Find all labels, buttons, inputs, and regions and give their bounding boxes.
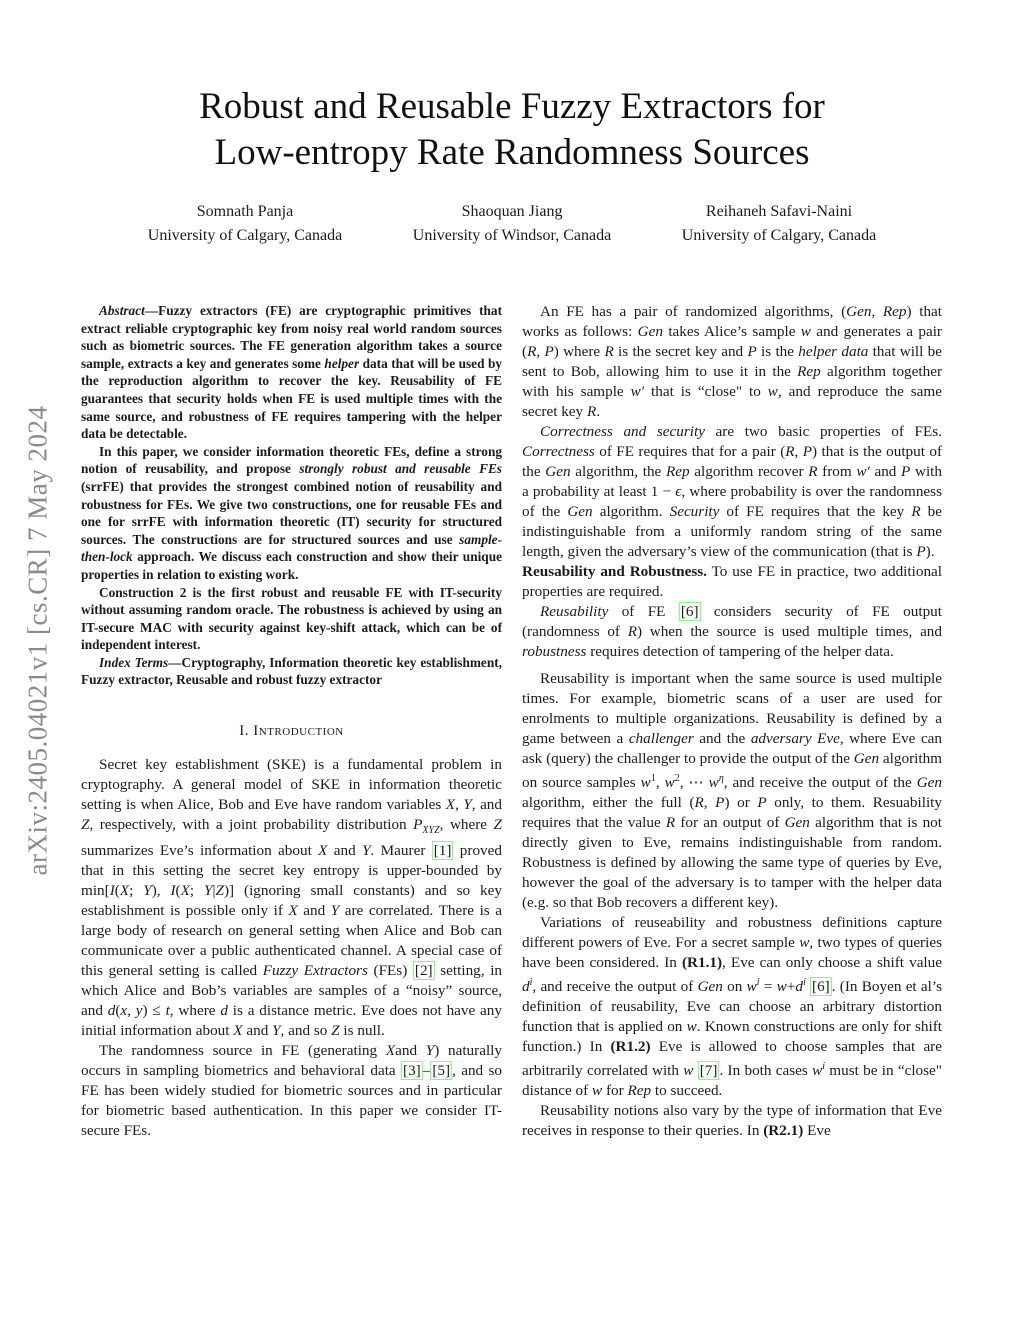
abstract-label: Abstract <box>99 303 145 318</box>
intro-paragraph-2: The randomness source in FE (generating Xand Y) naturally occurs in sampling biometrics and behavioral data [3] – [5] , and so FE has been widely studied for biometric sources and in particular for biometric based authentication. In this paper we consider IT-secure FEs. <box>81 1042 502 1140</box>
abstract-paragraph-1: Abstract—Fuzzy extractors (FE) are cryptographic primitives that extract reliable cryptographic key from noisy real world random sources such as biometric sources. The FE generation algorithm takes a source sample, extracts a key and generates some helper data that will be used by the reproduction algorithm to recover the key. Reusability of FE guarantees that security holds when FE is used multiple times with the same source, and robustness of FE requires tampering with the helper data be detectable. <box>81 303 502 442</box>
right-paragraph-1: An FE has a pair of randomized algorithms, (Gen, Rep) that works as follows: Gen takes Alice’s sample w and generates a pair (R, P) where R is the secret key and P is the helper data that will be sent to Bob, allowing him to use it in the Rep algorithm together with his sample w′ that is “close" to w, and reproduce the same secret key R. <box>522 303 943 420</box>
run-in-heading: Reusability and Robustness. <box>522 563 707 580</box>
author-affiliation: University of Calgary, Canada <box>681 227 877 244</box>
author-2 <box>362 200 662 248</box>
citation-link[interactable]: [6] <box>812 978 830 996</box>
left-column <box>81 302 502 1141</box>
citation-link[interactable]: [5] <box>432 1062 451 1080</box>
right-paragraph-2: Correctness and security are two basic properties of FEs. Correctness of FE requires that for a pair (R, P) that is the output of the Gen algorithm, the Rep algorithm recover R from w′ and P with a probability at least 1 − ϵ, where probability is over the randomness of the Gen algorithm. Security of FE requires that the key R be indistinguishable from a uniformly random string of the same length, given the adversary’s view of the communication (that is P). <box>522 423 943 560</box>
right-paragraph-6: Reusability notions also vary by the type of information that Eve receives in response to their queries. In (R2.1) Eve <box>522 1102 942 1140</box>
right-paragraph-3: Reusability of FE [6] considers security of FE output (randomness of R) when the source is used multiple times, and robustness requires detection of tampering of the helper data. <box>522 603 942 660</box>
arxiv-identifier-stamp <box>16 340 60 940</box>
right-paragraph-reusability-robustness: Reusability and Robustness. To use FE in practice, two additional properties are required. <box>522 563 942 600</box>
paper-title-line-1: Robust and Reusable Fuzzy Extractors for <box>199 86 825 127</box>
paper-title-line-2: Low-entropy Rate Randomness Sources <box>214 132 810 173</box>
section-heading-introduction: I. Introduction <box>239 723 344 740</box>
author-name: Somnath Panja <box>196 203 294 220</box>
right-paragraph-4: Reusability is important when the same source is used multiple times. For example, biometric scans of a user are used for enrolments to multiple organizations. Reusability is defined by a game between a challenger and the adversary Eve, where Eve can ask (query) the challenger to provide the output of the Gen algorithm on source samples $w^1$, $w^2$, ⋯ $w^\eta$, and receive the output of the Gen algorithm, either the full (R, P) or P only, to them. Resuability requires that the value R for an output of Gen algorithm that is not directly given to Eve, remains indistinguishable from random. Robustness is defined by allowing the same type of queries by Eve, however the goal of the adversary is to tamper with the helper data (e.g. so that Bob recovers a different key). <box>522 670 943 912</box>
citation-link[interactable]: [1] <box>433 842 452 860</box>
author-affiliation: University of Calgary, Canada <box>147 227 343 244</box>
arxiv-identifier-text: arXiv:2405.04021v1 [cs.CR] 7 May 2024 <box>22 405 53 875</box>
abstract-paragraph-2: In this paper, we consider information theoretic FEs, define a strong notion of reusability, and propose strongly robust and reusable FEs (srrFE) that provides the strongest combined notion of reusability and robustness for FEs. We give two constructions, one for reusable FEs and one for srrFE with information theoretic (IT) security for structured sources. The constructions are for structured sources and use sample-then-lock approach. We discuss each construction and show their unique properties in relation to existing work. <box>81 443 502 582</box>
citation-link[interactable]: [3] <box>403 1062 421 1080</box>
author-name: Shaoquan Jiang <box>461 203 563 220</box>
intro-paragraph-1: Secret key establishment (SKE) is a fundamental problem in cryptography. A general model of SKE in information theoretic setting is when Alice, Bob and Eve have random variables X, Y, and Z, respectively, with a joint probability distribution $P_{XYZ}$, where Z summarizes Eve’s information about X and Y. Maurer [1] proved that in this setting the secret key entropy is upper-bounded by min[I(X; Y), I(X; Y|Z)] (ignoring small constants) and so key establishment is possible only if X and Y are correlated. There is a large body of research on general setting when Alice and Bob can communicate over a public authenticated channel. A special case of this general setting is called Fuzzy Extractors (FEs) [2] setting, in which Alice and Bob’s variables are samples of a “noisy” source, and d(x, y) ≤ t, where d is a distance metric. Eve does not have any initial information about X and Y, and so Z is null. <box>81 756 503 1040</box>
author-3 <box>634 200 924 248</box>
index-terms: Index Terms—Cryptography, Information theoretic key establishment, Fuzzy extractor, Reusable and robust fuzzy extractor <box>81 654 502 688</box>
author-1 <box>80 200 410 248</box>
right-paragraph-5: Variations of reuseability and robustness definitions capture different powers of Eve. For a secret sample w, two types of queries have been considered. In (R1.1), Eve can only choose a shift value $d^i$, and receive the output of Gen on $w^i = w+d^i$ [6] . (In Boyen et al’s definition of reusability, Eve can choose an arbitrary distortion function that is applied on w. Known constructions are only for shift function.) In (R1.2) Eve is allowed to choose samples that are arbitrarily correlated with w [7] . In both cases $w^i$ must be in “close" distance of w for Rep to succeed. <box>522 914 943 1100</box>
author-name: Reihaneh Safavi-Naini <box>705 203 853 220</box>
abstract <box>81 302 502 689</box>
abstract-paragraph-3: Construction 2 is the first robust and reusable FE with IT-security without assuming random oracle. The robustness is achieved by using an IT-secure MAC with security against key-shift attack, which can be of independent interest. <box>81 584 502 653</box>
paper-title <box>80 84 944 176</box>
citation-link[interactable]: [7] <box>699 1062 718 1080</box>
right-column <box>522 302 942 1141</box>
author-affiliation: University of Windsor, Canada <box>412 227 612 244</box>
citation-link[interactable]: [2] <box>414 962 433 980</box>
index-terms-label: Index Terms <box>99 654 169 670</box>
citation-link[interactable]: [6] <box>680 603 699 620</box>
